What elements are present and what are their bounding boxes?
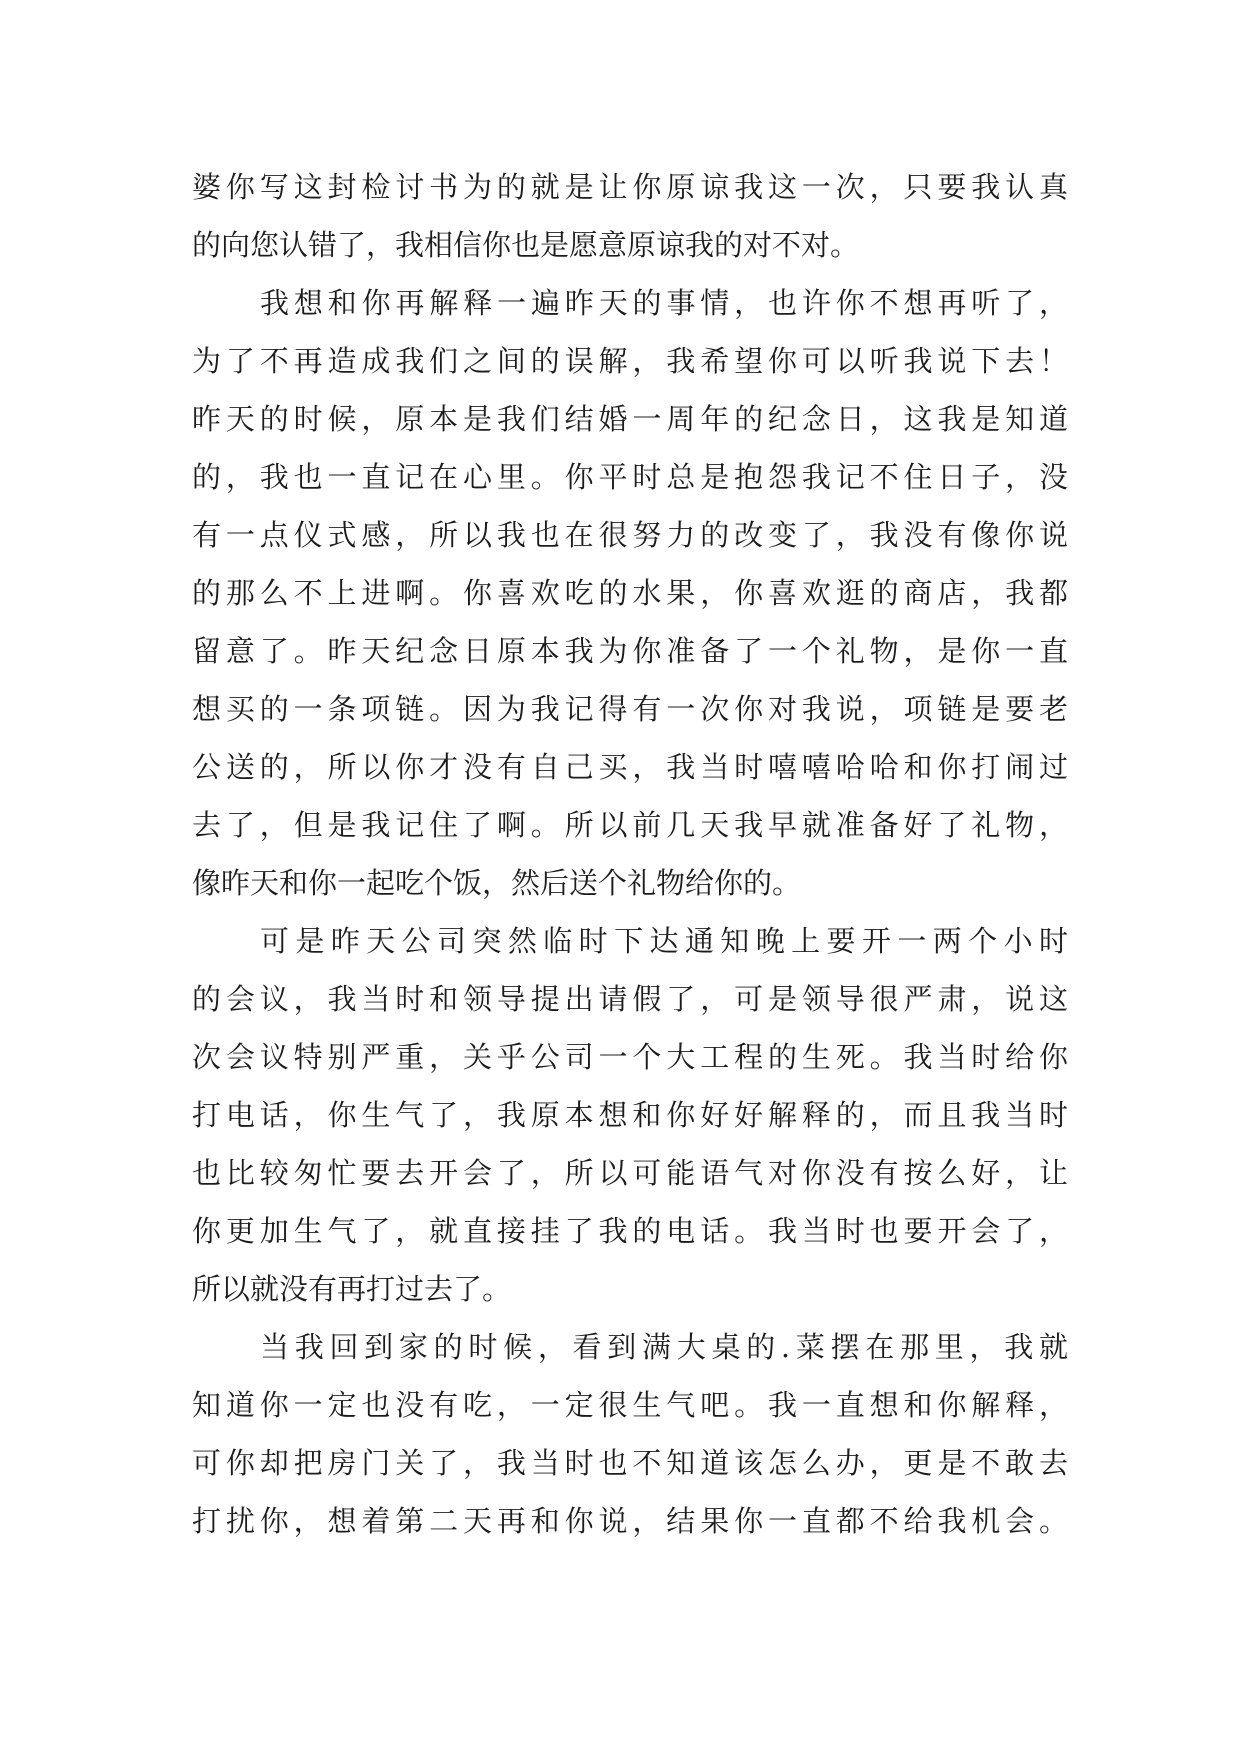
text-line: 也比较匆忙要去开会了，所以可能语气对你没有按么好，让 (192, 1156, 1068, 1190)
text-line: 当我回到家的时候，看到满大桌的.菜摆在那里，我就 (260, 1330, 1068, 1364)
text-line: 打电话，你生气了，我原本想和你好好解释的，而且我当时 (192, 1098, 1068, 1132)
text-line: 想买的一条项链。因为我记得有一次你对我说，项链是要老 (192, 692, 1068, 726)
text-line: 的，我也一直记在心里。你平时总是抱怨我记不住日子，没 (192, 460, 1068, 494)
text-line: 打扰你，想着第二天再和你说，结果你一直都不给我机会。 (192, 1504, 1068, 1538)
text-line: 有一点仪式感，所以我也在很努力的改变了，我没有像你说 (192, 518, 1068, 552)
text-line: 所以就没有再打过去了。 (192, 1272, 512, 1306)
text-line: 去了，但是我记住了啊。所以前几天我早就准备好了礼物， (192, 808, 1068, 842)
text-line: 可是昨天公司突然临时下达通知晚上要开一两个小时 (260, 924, 1068, 958)
text-line: 为了不再造成我们之间的误解，我希望你可以听我说下去！ (192, 344, 1068, 378)
text-line: 公送的，所以你才没有自己买，我当时嘻嘻哈哈和你打闹过 (192, 750, 1068, 784)
document-page (192, 158, 1068, 1550)
text-line: 的那么不上进啊。你喜欢吃的水果，你喜欢逛的商店，我都 (192, 576, 1068, 610)
text-line: 的会议，我当时和领导提出请假了，可是领导很严肃，说这 (192, 982, 1068, 1016)
text-line: 知道你一定也没有吃，一定很生气吧。我一直想和你解释， (192, 1388, 1068, 1422)
text-line: 的向您认错了，我相信你也是愿意原谅我的对不对。 (192, 228, 860, 262)
text-line: 婆你写这封检讨书为的就是让你原谅我这一次，只要我认真 (192, 170, 1068, 204)
text-line: 你更加生气了，就直接挂了我的电话。我当时也要开会了， (192, 1214, 1068, 1248)
text-line: 我想和你再解释一遍昨天的事情，也许你不想再听了， (260, 286, 1068, 320)
text-line: 可你却把房门关了，我当时也不知道该怎么办，更是不敢去 (192, 1446, 1068, 1480)
text-line: 像昨天和你一起吃个饭，然后送个礼物给你的。 (192, 866, 802, 900)
text-line: 留意了。昨天纪念日原本我为你准备了一个礼物，是你一直 (192, 634, 1068, 668)
text-line: 昨天的时候，原本是我们结婚一周年的纪念日，这我是知道 (192, 402, 1068, 436)
text-line: 次会议特别严重，关乎公司一个大工程的生死。我当时给你 (192, 1040, 1068, 1074)
